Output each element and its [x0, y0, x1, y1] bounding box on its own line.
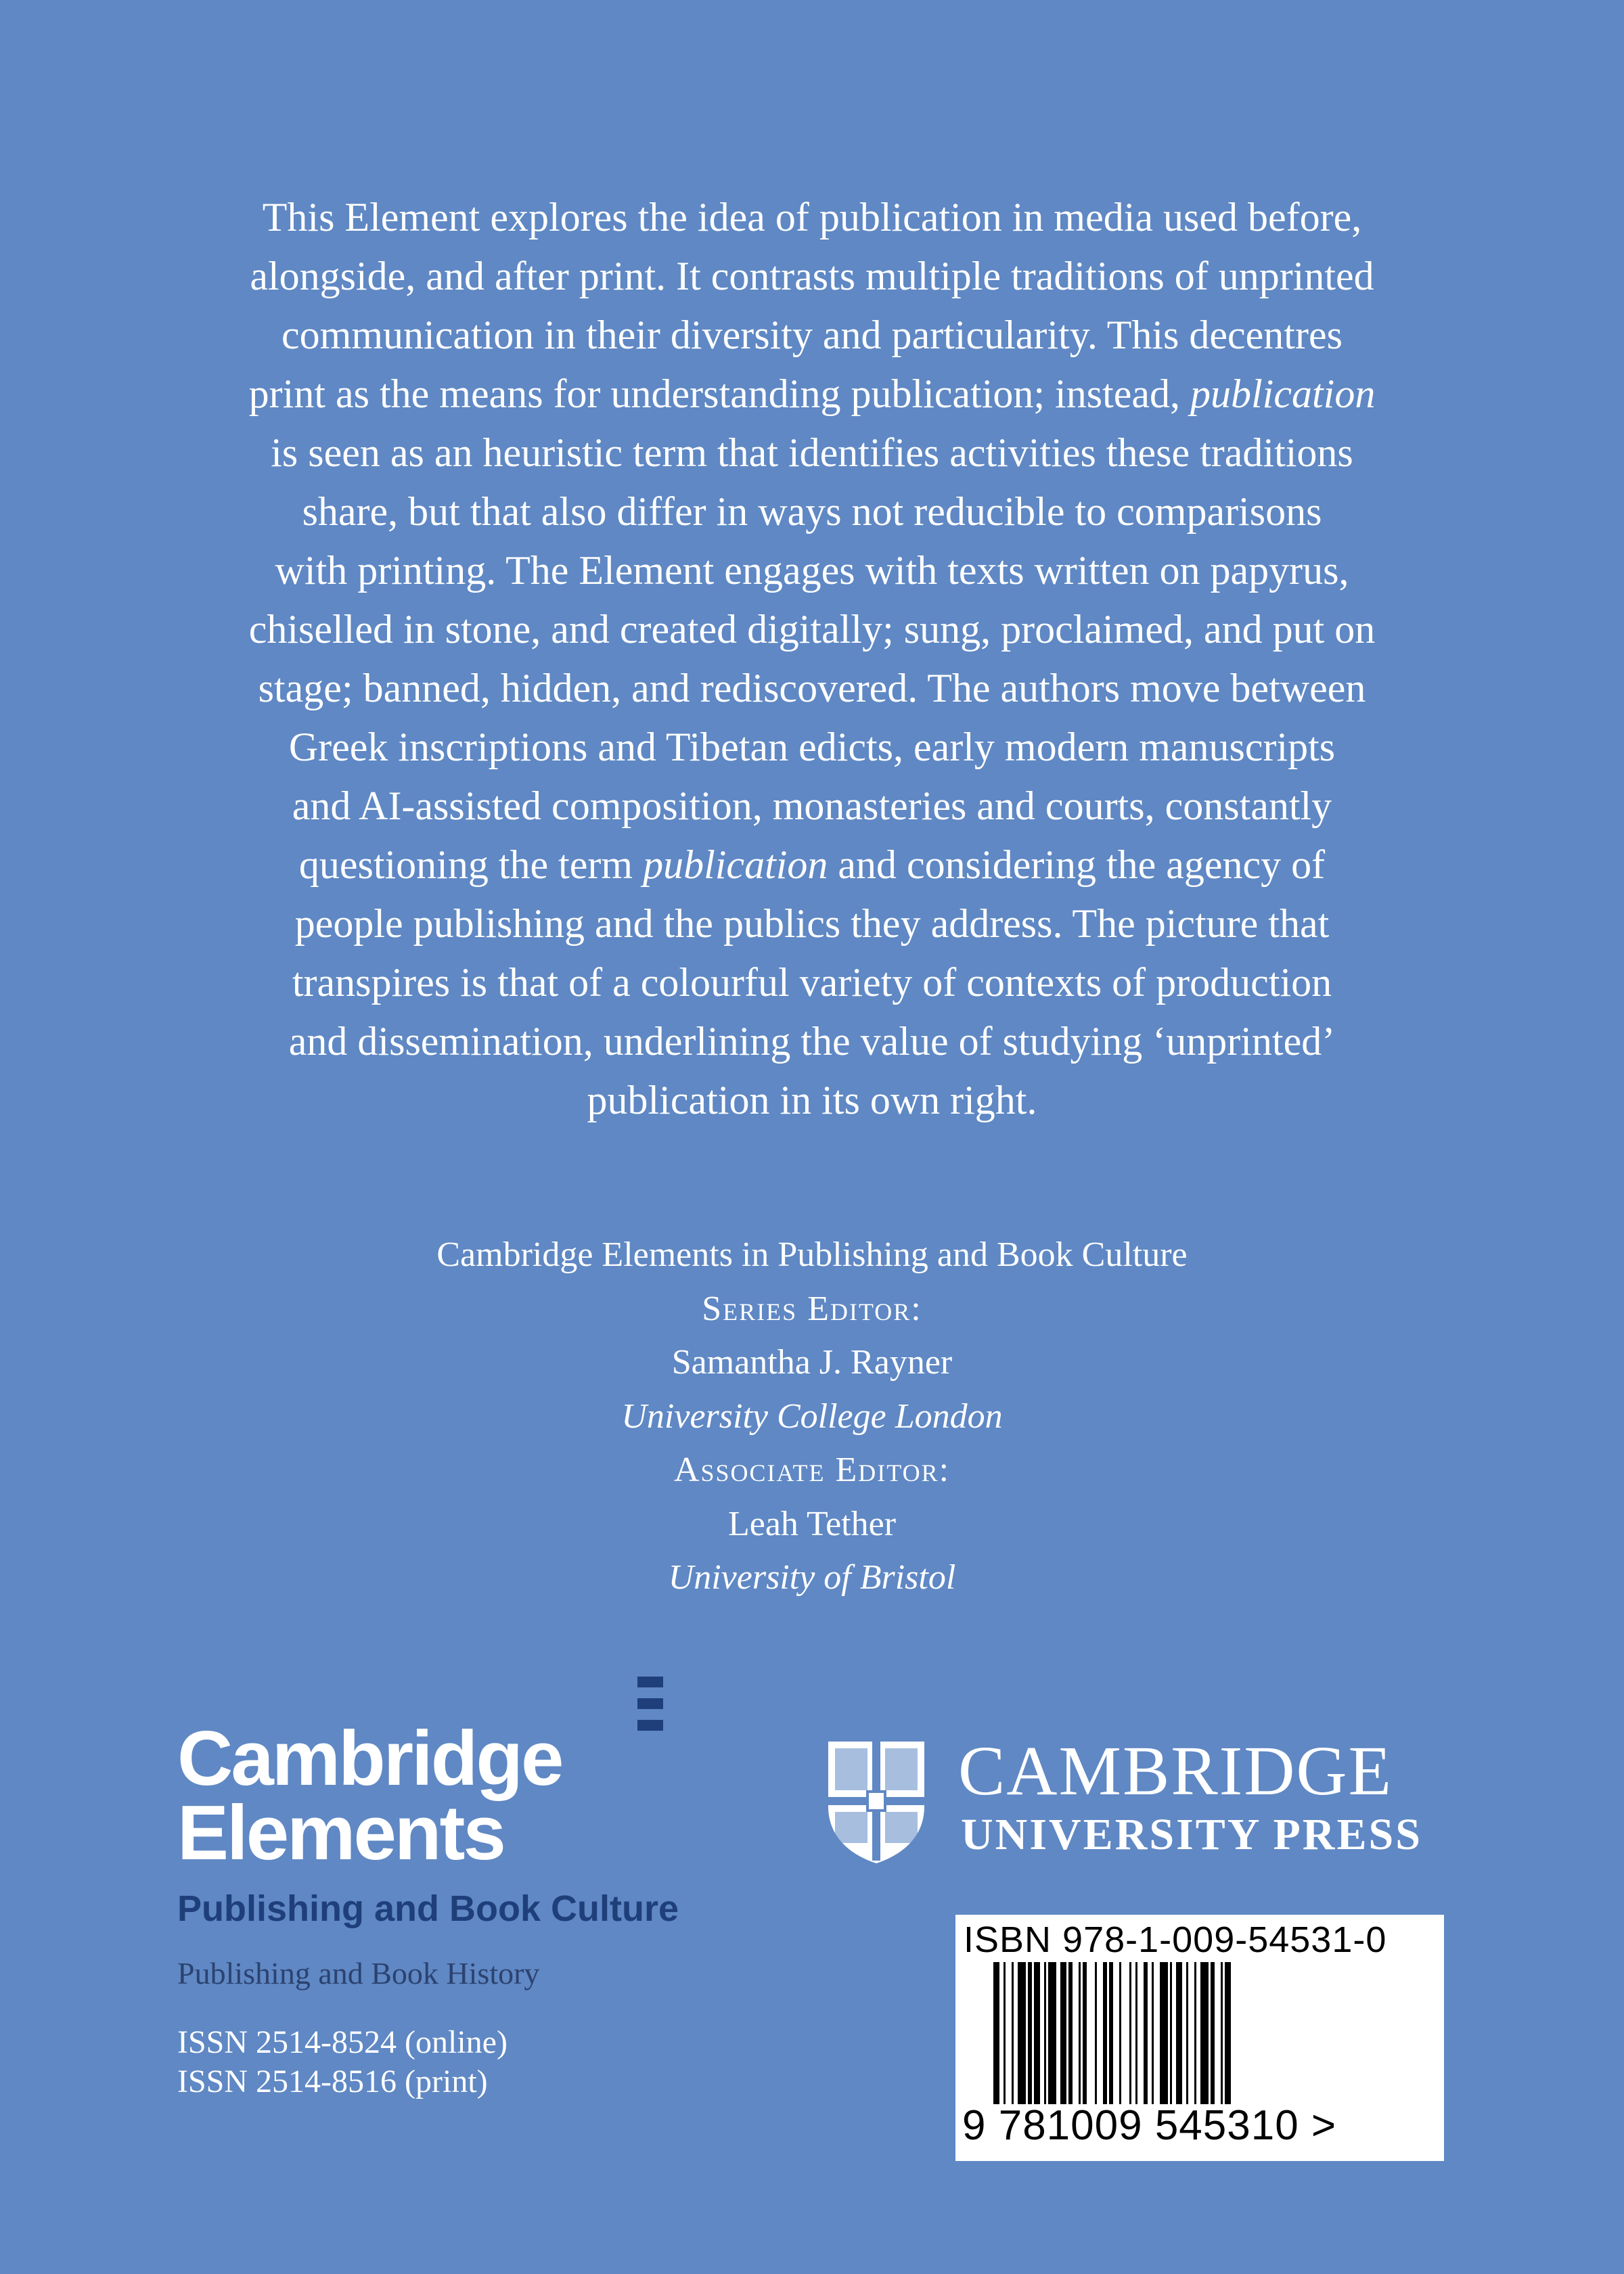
series-editor-affiliation: University College London [621, 1396, 1003, 1436]
series-info [271, 1228, 1353, 1605]
issn-print: ISSN 2514-8516 (print) [177, 2064, 488, 2099]
issn-block [177, 2023, 508, 2101]
cambridge-university-press-logo [826, 1732, 1455, 1874]
blurb-line: share, but that also differ in ways not reducible to comparisons [302, 489, 1322, 534]
blurb-line: communication in their diversity and particularity. This decentres [281, 313, 1343, 357]
blurb-line: chiselled in stone, and created digitally; sung, proclaimed, and put on [248, 607, 1376, 652]
history-label: Publishing and Book History [177, 1956, 540, 1991]
series-title: Cambridge Elements in Publishing and Book Culture [436, 1235, 1188, 1274]
blurb-segment: print as the means for understanding publication; instead, [248, 371, 1181, 416]
blurb-line [162, 836, 1462, 894]
blurb-line: Greek inscriptions and Tibetan edicts, early modern manuscripts [288, 725, 1336, 769]
associate-editor-affiliation: University of Bristol [668, 1558, 956, 1597]
blurb-line [162, 365, 1462, 424]
blurb-line: publication in its own right. [587, 1078, 1037, 1122]
blurb-italic-term: publication [643, 842, 828, 887]
series-editor-label: Series Editor: [702, 1289, 922, 1328]
isbn-digits: 9 781009 545310 > [962, 2102, 1337, 2149]
associate-editor-label: Associate Editor: [673, 1451, 951, 1489]
elements-bars-icon [637, 1671, 664, 1739]
blurb-line: stage; banned, hidden, and rediscovered. The authors move between [258, 666, 1366, 710]
publisher-press: UNIVERSITY PRESS [961, 1810, 1422, 1859]
barcode-icon [993, 1962, 1386, 2104]
blurb-segment: questioning the term [298, 842, 633, 887]
shield-icon [826, 1739, 927, 1865]
elements-logo-subtitle: Publishing and Book Culture [177, 1888, 679, 1929]
blurb-line: is seen as an heuristic term that identifies activities these traditions [271, 430, 1353, 475]
blurb-line: and dissemination, underlining the value of studying ‘unprinted’ [288, 1019, 1336, 1064]
associate-editor-name: Leah Tether [727, 1504, 897, 1543]
blurb-segment: and considering the agency of [838, 842, 1326, 887]
elements-logo-line1: Cambridge [177, 1716, 562, 1802]
barcode-panel [955, 1915, 1444, 2161]
blurb-line: transpires is that of a colourful variety of contexts of production [292, 960, 1332, 1005]
isbn-label: ISBN 978-1-009-54531-0 [964, 1919, 1387, 1960]
publisher-name: CAMBRIDGE [958, 1732, 1393, 1810]
issn-online: ISSN 2514-8524 (online) [177, 2024, 508, 2060]
cambridge-elements-logo [177, 1671, 732, 1982]
series-editor-name: Samantha J. Rayner [671, 1343, 953, 1382]
elements-logo-line2: Elements [177, 1790, 504, 1876]
blurb-line: and AI-assisted composition, monasteries and courts, constantly [292, 783, 1332, 828]
blurb-line: This Element explores the idea of publication in media used before, [262, 195, 1362, 240]
blurb-text [162, 188, 1462, 1130]
blurb-line: alongside, and after print. It contrasts multiple traditions of unprinted [250, 254, 1374, 298]
blurb-line: people publishing and the publics they address. The picture that [294, 901, 1330, 946]
blurb-line: with printing. The Element engages with texts written on papyrus, [275, 548, 1349, 593]
blurb-italic-term: publication [1190, 371, 1376, 416]
